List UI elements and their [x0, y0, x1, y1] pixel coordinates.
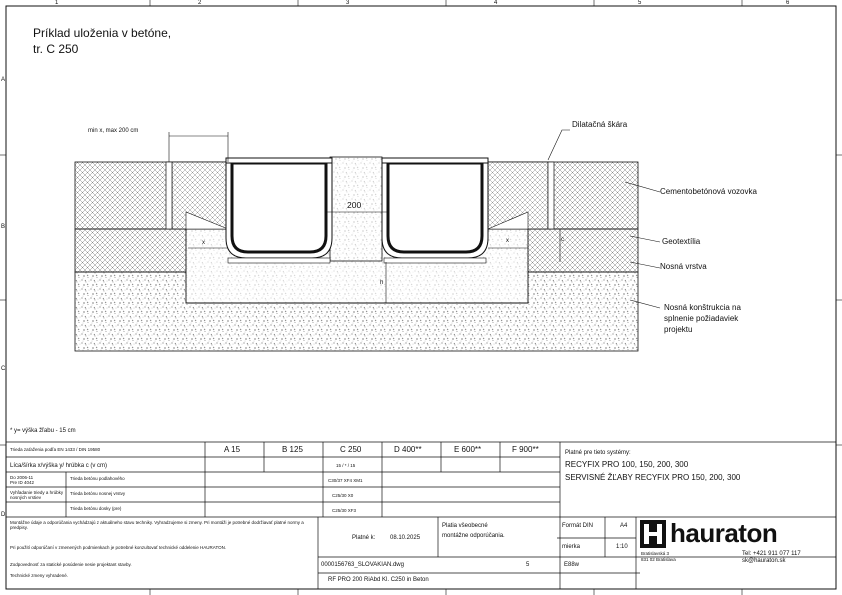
note-1: Montážne údaje a odporúčania vychádzajú z aktuálneho stavu techniky. Vyhradzujeme si zmeny. Pri montáži je potrebné dodržiavať platné normy a predpisy.	[10, 520, 304, 531]
sheet-number: 5	[526, 562, 530, 568]
drawing-name: RF PRO 200 RiAbd Kl. C250 in Beton	[328, 577, 429, 583]
note-2: Pri použití odporúčaní v zmenených podmienkach je potrebné konzultovať technické oddelenie HAURATON.	[10, 545, 227, 550]
dimensions-label: Líca/šírka x/výška y/ hrúbka c (v cm)	[10, 463, 108, 469]
company-email: sk@hauraton.sk	[742, 558, 786, 564]
x-mark-left: x	[202, 240, 205, 246]
grid-row-d: D	[1, 512, 6, 518]
callout-structure-l2: splnenie požiadaviek	[664, 314, 739, 323]
class-b125: B 125	[282, 445, 303, 454]
dimension-200: 200	[347, 200, 362, 210]
dimensions-c: 15 / * / 15	[336, 463, 356, 468]
grid-row-c: C	[1, 366, 6, 372]
row3a-label: Do 2006-11	[10, 475, 34, 480]
class-f900: F 900**	[512, 445, 539, 454]
callout-structure-l1: Nosná konštrukcia na	[664, 303, 741, 312]
grid-row-b: B	[1, 224, 6, 230]
grid-col-3: 3	[346, 0, 350, 6]
grid-col-5: 5	[638, 0, 642, 6]
drawing-title-line1: Príklad uloženia v betóne,	[33, 26, 172, 40]
h-mark: h	[380, 280, 384, 286]
load-class-label: Trieda zaťaženia podľa EN 1433 / DIN 19580	[10, 447, 101, 452]
general-note-1: Platia všeobecné	[442, 523, 488, 529]
class-c250: C 250	[340, 445, 362, 454]
grid-col-1: 1	[55, 0, 59, 6]
company-phone: Tel: +421 911 077 117	[742, 551, 801, 557]
callout-geotextile: Geotextília	[662, 237, 701, 246]
row5-c: C25/30 XF3	[332, 508, 357, 513]
drawing-code: E88w	[564, 562, 580, 568]
x-mark-right: x	[506, 238, 509, 244]
row4a-sub: nosných vrstiev	[10, 495, 42, 500]
grid-col-4: 4	[494, 0, 498, 6]
callout-base-layer: Nosná vrstva	[660, 262, 707, 271]
file-name: 0000156763_SLOVAKIAN.dwg	[321, 562, 404, 568]
callout-expansion-joint: Dilatačná škára	[572, 120, 628, 129]
note-3: Zodpovednosť za statické posúdenie nesie projektant stavby.	[10, 562, 132, 567]
row3a-sub: Pre ID 4042	[10, 480, 35, 485]
c-mark: c	[561, 237, 564, 243]
callout-concrete-pavement: Cementobetónová vozovka	[660, 187, 757, 196]
valid-from-date: 08.10.2025	[390, 535, 421, 541]
grid-col-2: 2	[198, 0, 202, 6]
note-4: Technické zmeny vyhradené.	[10, 573, 69, 578]
row4a-label: Vyhľadanie triedy a hrúbky	[10, 490, 64, 495]
format-label: Formát DIN	[562, 523, 594, 529]
valid-systems-line2: SERVISNÉ ŽĽABY RECYFIX PRO 150, 200, 300	[565, 473, 741, 482]
grid-col-6: 6	[786, 0, 790, 6]
callout-structure-l3: projektu	[664, 325, 693, 334]
valid-systems-line1: RECYFIX PRO 100, 150, 200, 300	[565, 460, 689, 469]
row5-label: Trieda betónu dosky (pre)	[70, 506, 122, 511]
drawing-title-line2: tr. C 250	[33, 42, 79, 56]
class-e600: E 600**	[454, 445, 482, 454]
row3b-label: Trieda betónu podlahového	[70, 476, 125, 481]
drain-channel-left	[226, 158, 332, 263]
class-d400: D 400**	[394, 445, 422, 454]
row4-c: C25/30 X0	[332, 493, 354, 498]
general-note-2: montážne odporúčania.	[442, 533, 505, 539]
drain-channel-right	[382, 158, 488, 263]
footnote: * y= výška žľabu - 15 cm	[10, 428, 76, 434]
company-address-2: 831 02 Bratislava	[641, 557, 676, 562]
valid-systems-title: Platné pre tieto systémy:	[565, 450, 631, 456]
row3-c: C30/37 XF4 XM1	[328, 478, 363, 483]
valid-from-label: Platné k:	[352, 535, 376, 541]
row4b-label: Trieda betónu nosnej vrstvy	[70, 491, 126, 496]
company-name: hauraton	[670, 518, 778, 548]
format-value: A4	[620, 523, 628, 529]
company-address-1: Bratislavská 3	[641, 551, 670, 556]
scale-value: 1:10	[616, 544, 628, 550]
class-a15: A 15	[224, 445, 241, 454]
hauraton-logo-mark	[640, 520, 666, 548]
grid-row-a: A	[1, 77, 6, 83]
scale-label: mierka	[562, 544, 581, 550]
dimension-label: min x, max 200 cm	[88, 128, 139, 134]
